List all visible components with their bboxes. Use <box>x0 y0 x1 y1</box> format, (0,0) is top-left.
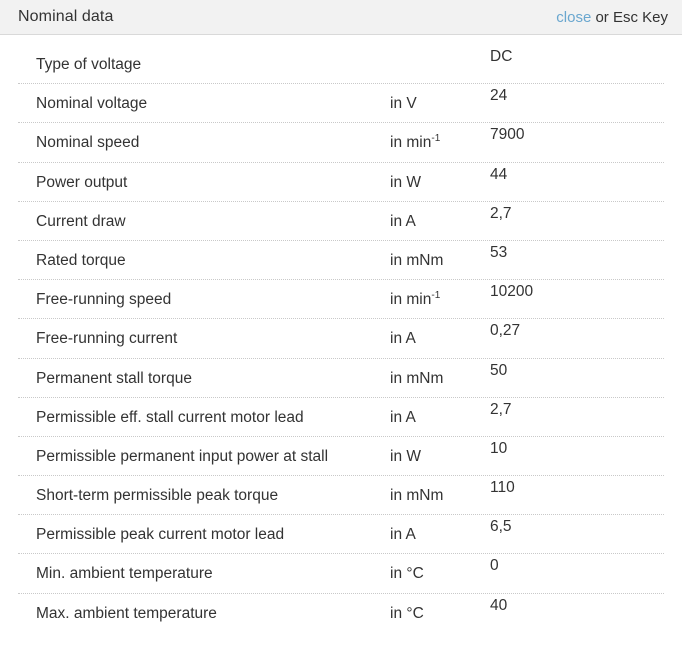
spec-unit-text: in A <box>390 526 416 544</box>
spec-unit-text: in mNm <box>390 251 444 269</box>
spec-value: 110 <box>490 479 515 497</box>
spec-unit <box>390 45 490 56</box>
spec-unit <box>390 202 490 231</box>
spec-value: DC <box>490 48 513 65</box>
spec-label: Min. ambient temperature <box>36 565 213 583</box>
spec-value: 0,27 <box>490 322 521 340</box>
specifications-table <box>0 35 682 670</box>
spec-label: Permanent stall torque <box>36 369 192 387</box>
table-row <box>18 280 664 319</box>
table-row <box>18 398 664 437</box>
spec-value: 10200 <box>490 283 534 301</box>
spec-value: 50 <box>490 361 508 379</box>
table-row <box>18 202 664 241</box>
spec-unit-text: in V <box>390 95 417 113</box>
table-row <box>18 84 664 123</box>
spec-value: 44 <box>490 165 508 183</box>
spec-unit-text: in mNm <box>390 369 444 387</box>
table-row <box>18 437 664 476</box>
spec-unit <box>390 319 490 348</box>
spec-value: 2,7 <box>490 204 512 222</box>
spec-value: 24 <box>490 87 508 105</box>
spec-unit <box>390 594 490 623</box>
esc-hint: or Esc Key <box>591 8 668 26</box>
spec-value: 2,7 <box>490 400 512 418</box>
spec-value: 7900 <box>490 126 525 144</box>
spec-unit-text: in mNm <box>390 487 444 505</box>
spec-label: Current draw <box>36 212 126 230</box>
table-row <box>18 45 664 84</box>
table-row <box>18 594 664 633</box>
spec-unit-text: in W <box>390 447 421 465</box>
spec-unit <box>390 84 490 113</box>
close-button[interactable]: close <box>556 8 592 26</box>
spec-unit <box>390 476 490 505</box>
close-area <box>556 9 668 26</box>
table-row <box>18 515 664 554</box>
table-row <box>18 163 664 202</box>
spec-value: 6,5 <box>490 518 512 536</box>
spec-unit-text: in °C <box>390 604 424 622</box>
spec-label: Free-running speed <box>36 291 172 309</box>
spec-unit <box>390 437 490 466</box>
spec-label: Rated torque <box>36 251 126 269</box>
spec-unit-text: in W <box>390 173 421 191</box>
spec-label: Permissible permanent input power at stall <box>36 447 329 465</box>
spec-label: Power output <box>36 173 128 191</box>
spec-label: Nominal speed <box>36 134 140 152</box>
page-title: Nominal data <box>18 8 114 25</box>
table-row <box>18 123 664 162</box>
spec-unit <box>390 515 490 544</box>
spec-unit <box>390 163 490 192</box>
spec-label: Type of voltage <box>36 56 142 73</box>
spec-unit-text: in min <box>390 134 432 152</box>
spec-unit-text: in min <box>390 291 432 309</box>
spec-unit-exponent: -1 <box>431 133 441 145</box>
spec-unit-text: in A <box>390 212 416 230</box>
spec-unit <box>390 241 490 270</box>
spec-unit-text: in A <box>390 330 416 348</box>
spec-unit-exponent: -1 <box>431 289 441 301</box>
spec-unit-text: in A <box>390 408 416 426</box>
spec-label: Max. ambient temperature <box>36 604 217 622</box>
spec-value: 40 <box>490 596 508 614</box>
spec-unit <box>390 554 490 583</box>
table-row <box>18 554 664 593</box>
spec-unit <box>390 359 490 388</box>
spec-unit <box>390 398 490 427</box>
spec-unit <box>390 123 490 152</box>
table-row <box>18 359 664 398</box>
spec-label: Free-running current <box>36 330 178 348</box>
spec-value: 53 <box>490 243 508 261</box>
table-row <box>18 241 664 280</box>
table-row <box>18 476 664 515</box>
spec-label: Permissible eff. stall current motor lead <box>36 408 304 426</box>
spec-unit-text: in °C <box>390 565 424 583</box>
spec-value: 0 <box>490 557 499 575</box>
panel-header <box>0 0 682 35</box>
spec-unit <box>390 280 490 309</box>
spec-label: Short-term permissible peak torque <box>36 487 279 505</box>
spec-label: Permissible peak current motor lead <box>36 526 285 544</box>
table-row <box>18 319 664 358</box>
spec-label: Nominal voltage <box>36 95 148 113</box>
spec-value: 10 <box>490 439 508 457</box>
